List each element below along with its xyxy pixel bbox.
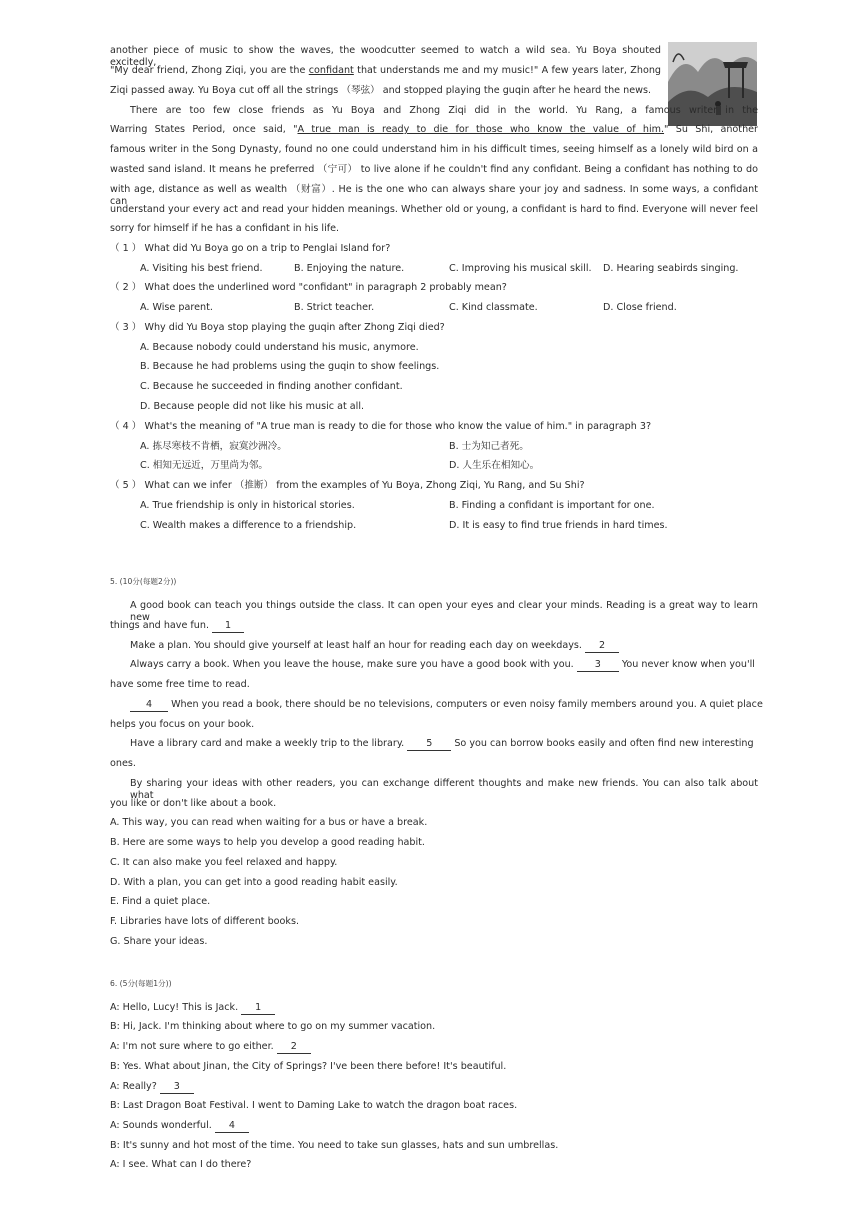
q2-option-a[interactable]: A. Wise parent. — [140, 302, 213, 313]
section-6-header: 6. (5分(每题1分)) — [110, 979, 172, 988]
intro-line-3: Ziqi passed away. Yu Boya cut off all the strings （琴弦） and stopped playing the guqin after he heard the news. — [110, 85, 651, 96]
blank-4[interactable]: 4 — [130, 699, 168, 712]
q4-option-b[interactable]: B. 士为知己者死。 — [449, 441, 529, 452]
q2-option-c[interactable]: C. Kind classmate. — [449, 302, 538, 313]
question-1: （ 1 ） What did Yu Boya go on a trip to Penglai Island for? — [110, 243, 391, 254]
p3-line-6: understand your every act and read your hidden meanings. Whether old or young, a confidant is hard to find. Everyone will never feel — [110, 204, 758, 215]
s5-option-e[interactable]: E. Find a quiet place. — [110, 896, 211, 907]
s5-p1-line-1: A good book can teach you things outside the class. It can open your eyes and clear your minds. Reading is a great way to learn new — [130, 600, 758, 623]
p3-line-7: sorry for himself if he has a confidant in his life. — [110, 223, 340, 234]
p3-line-4: wasted sand island. It means he preferred （宁可） to live alone if he couldn't find any confidant. Being a confidant has nothing to do — [110, 164, 758, 175]
blank-1[interactable]: 1 — [212, 620, 244, 633]
intro-line-2: "My dear friend, Zhong Ziqi, you are the confidant that understands me and my music!" A few years later, Zhong — [110, 65, 662, 76]
s5-p5-line-1: Have a library card and make a weekly trip to the library. 5 So you can borrow books easily and often find new interesting — [130, 738, 754, 749]
q3-option-c[interactable]: C. Because he succeeded in finding another confidant. — [140, 381, 403, 392]
question-5: （ 5 ） What can we infer （推断） from the examples of Yu Boya, Zhong Ziqi, Yu Rang, and Su Shi? — [110, 480, 585, 491]
intro-line-1: another piece of music to show the waves, the woodcutter seemed to watch a wild sea. Yu Boya shouted excitedly, — [110, 45, 661, 68]
blank-2[interactable]: 2 — [585, 640, 619, 653]
p3-line-3: famous writer in the Song Dynasty, found no one could understand him in his difficult times, seeing himself as a lonely wild bird on a — [110, 144, 758, 155]
q5-option-d[interactable]: D. It is easy to find true friends in hard times. — [449, 520, 668, 531]
dialogue-blank-2[interactable]: 2 — [277, 1041, 311, 1054]
dialogue-line-6: B: Last Dragon Boat Festival. I went to Daming Lake to watch the dragon boat races. — [110, 1100, 518, 1111]
q3-option-a[interactable]: A. Because nobody could understand his music, anymore. — [140, 342, 419, 353]
s5-p3-line-2: have some free time to read. — [110, 679, 250, 690]
p3-line-1: There are too few close friends as Yu Boya and Zhong Ziqi did in the world. Yu Rang, a famous writer in the — [130, 105, 758, 116]
section-5-header: 5. (10分(每题2分)) — [110, 577, 177, 586]
dialogue-line-4: B: Yes. What about Jinan, the City of Springs? I've been there before! It's beautiful. — [110, 1061, 507, 1072]
dialogue-line-8: B: It's sunny and hot most of the time. You need to take sun glasses, hats and sun umbrellas. — [110, 1140, 559, 1151]
q4-option-a[interactable]: A. 拣尽寒枝不肯栖，寂寞沙洲冷。 — [140, 441, 287, 452]
s5-option-d[interactable]: D. With a plan, you can get into a good reading habit easily. — [110, 877, 398, 888]
underlined-word-confidant: confidant — [308, 65, 354, 76]
s5-p5-line-2: ones. — [110, 758, 136, 769]
underlined-quote: A true man is ready to die for those who know the value of him. — [297, 124, 665, 135]
p3-line-5: with age, distance as well as wealth （财富）. He is the one who can always share your joy and sadness. In some ways, a confidant can — [110, 184, 758, 207]
question-4: （ 4 ） What's the meaning of "A true man is ready to die for those who know the value of him." in paragraph 3? — [110, 421, 652, 432]
s5-p6-line-2: you like or don't like about a book. — [110, 798, 277, 809]
s5-option-a[interactable]: A. This way, you can read when waiting for a bus or have a break. — [110, 817, 428, 828]
blank-5[interactable]: 5 — [407, 738, 451, 751]
q1-option-a[interactable]: A. Visiting his best friend. — [140, 263, 263, 274]
s5-option-b[interactable]: B. Here are some ways to help you develop a good reading habit. — [110, 837, 425, 848]
dialogue-line-1: A: Hello, Lucy! This is Jack. 1 — [110, 1002, 275, 1015]
s5-p4-line-1: 4 When you read a book, there should be no televisions, computers or even noisy family members around you. A quiet place — [130, 699, 763, 712]
q3-option-b[interactable]: B. Because he had problems using the guqin to show feelings. — [140, 361, 440, 372]
dialogue-blank-4[interactable]: 4 — [215, 1120, 249, 1133]
s5-option-f[interactable]: F. Libraries have lots of different books. — [110, 916, 300, 927]
s5-option-g[interactable]: G. Share your ideas. — [110, 936, 208, 947]
q2-option-d[interactable]: D. Close friend. — [603, 302, 677, 313]
q1-option-c[interactable]: C. Improving his musical skill. — [449, 263, 592, 274]
dialogue-blank-3[interactable]: 3 — [160, 1081, 194, 1094]
s5-p6-line-1: By sharing your ideas with other readers, you can exchange different thoughts and make new friends. You can also talk about what — [130, 778, 758, 801]
q3-option-d[interactable]: D. Because people did not like his music at all. — [140, 401, 365, 412]
q4-option-c[interactable]: C. 相知无远近，万里尚为邻。 — [140, 460, 268, 471]
s5-p1-line-2: things and have fun. 1 — [110, 620, 244, 633]
q5-option-b[interactable]: B. Finding a confidant is important for one. — [449, 500, 655, 511]
dialogue-line-5: A: Really? 3 — [110, 1081, 194, 1094]
dialogue-line-7: A: Sounds wonderful. 4 — [110, 1120, 249, 1133]
dialogue-line-2: B: Hi, Jack. I'm thinking about where to go on my summer vacation. — [110, 1021, 436, 1032]
dialogue-line-3: A: I'm not sure where to go either. 2 — [110, 1041, 311, 1054]
s5-p3-line-1: Always carry a book. When you leave the house, make sure you have a good book with you. 3 You never know when you'll — [130, 659, 755, 670]
blank-3[interactable]: 3 — [577, 659, 619, 672]
s5-p2: Make a plan. You should give yourself at least half an hour for reading each day on weekdays. 2 — [130, 640, 619, 653]
dialogue-line-9: A: I see. What can I do there? — [110, 1159, 252, 1170]
q1-option-b[interactable]: B. Enjoying the nature. — [294, 263, 405, 274]
q1-option-d[interactable]: D. Hearing seabirds singing. — [603, 263, 739, 274]
q4-option-d[interactable]: D. 人生乐在相知心。 — [449, 460, 540, 471]
dialogue-blank-1[interactable]: 1 — [241, 1002, 275, 1015]
s5-option-c[interactable]: C. It can also make you feel relaxed and happy. — [110, 857, 338, 868]
q5-option-c[interactable]: C. Wealth makes a difference to a friendship. — [140, 520, 357, 531]
q5-option-a[interactable]: A. True friendship is only in historical stories. — [140, 500, 355, 511]
q2-option-b[interactable]: B. Strict teacher. — [294, 302, 375, 313]
s5-p4-line-2: helps you focus on your book. — [110, 719, 255, 730]
question-2: （ 2 ） What does the underlined word "confidant" in paragraph 2 probably mean? — [110, 282, 507, 293]
p3-line-2: Warring States Period, once said, "A true man is ready to die for those who know the value of him." Su Shi, another — [110, 124, 758, 135]
question-3: （ 3 ） Why did Yu Boya stop playing the guqin after Zhong Ziqi died? — [110, 322, 445, 333]
